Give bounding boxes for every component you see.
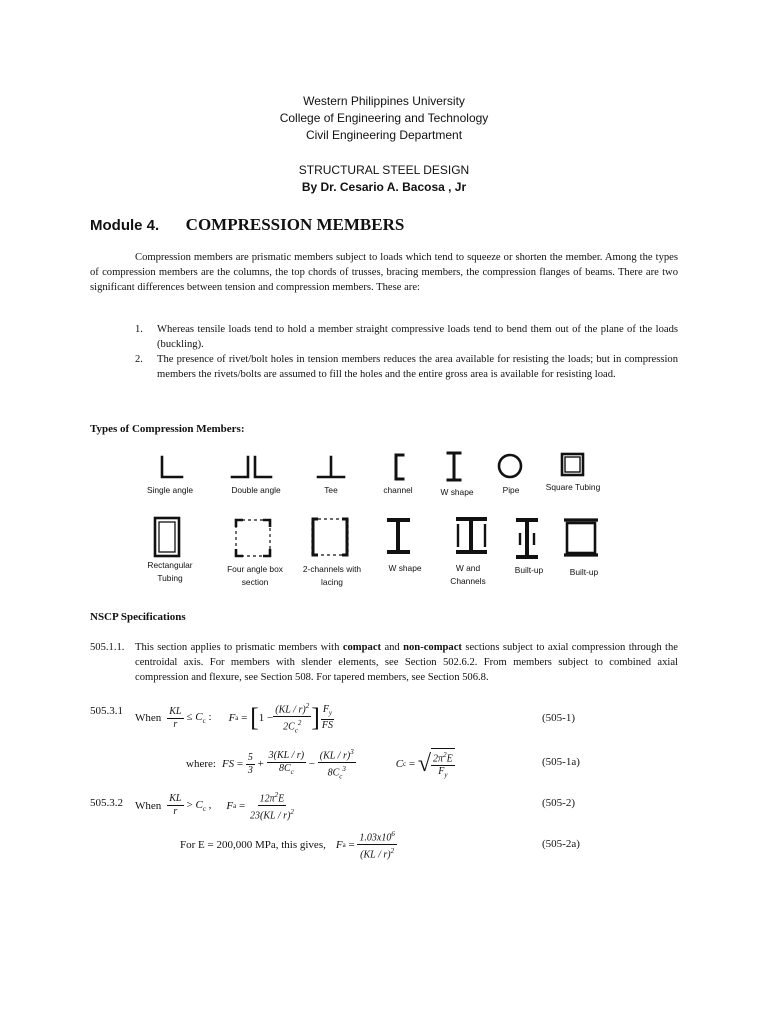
shape-label: W and Channels (450, 563, 486, 586)
list-number: 1. (135, 324, 143, 335)
list-text: Whereas tensile loads tend to hold a member straight compressive loads tend to bend them out of the plane of the loads (buckling). (157, 324, 678, 350)
spec-text (135, 640, 678, 685)
shape-label: Single angle (146, 485, 194, 495)
list-text: The presence of rivet/bolt holes in tension members reduces the area available for resisting the loads; but in compression members the rivets/bolts are assumed to fill the holes and the entire gross area is available for resisting load. (157, 354, 678, 380)
spec-text-part: and (381, 642, 404, 653)
shape-label: Tee (324, 485, 338, 495)
shape-label: channel (383, 485, 413, 495)
two-channels-lacing-shape (312, 519, 348, 555)
equation-tag: (505-1a) (542, 756, 580, 768)
intro-paragraph: Compression members are prismatic members subject to loads which tend to squeeze or shorten the member. Among the types of compression members are the columns, the top chords of trusses, bracing members, the compression flanges of beams. There are two significant differences between tension and compression members. These are: (90, 252, 678, 293)
w-shape-2 (387, 520, 410, 552)
module-heading (90, 215, 404, 235)
pipe-shape (499, 455, 521, 477)
shape-label: W shape (388, 563, 422, 573)
module-title: COMPRESSION MEMBERS (185, 215, 405, 234)
equation-tag: (505-1) (542, 712, 575, 724)
shape-label: Square Tubing (545, 482, 601, 492)
single-angle-shape (162, 457, 182, 477)
differences-list (135, 322, 678, 382)
w-and-channels-shape (456, 519, 487, 552)
w-shape (448, 453, 460, 480)
spec-text-part: This section applies to prismatic members with (135, 642, 343, 653)
channel-shape (396, 455, 403, 479)
shape-label: 2-channels with lacing (302, 564, 362, 587)
author-line: By Dr. Cesario A. Bacosa , Jr (301, 180, 467, 194)
double-angle-shape-right (255, 457, 271, 477)
equation-505-1a: where: FS = $\frac{5}{3}$ + $\frac{3(KL / r)}{8C_c}$ − $\frac{(KL / r)^3}{8C_c^3}$ C c = √ $\frac{2\pi^2E}{F_y}$ (186, 748, 453, 781)
spec-bold-noncompact: non-compact (403, 642, 462, 653)
module-number: Module 4. (90, 217, 160, 234)
shape-label: W shape (440, 487, 474, 497)
where-label: where: (186, 758, 216, 771)
double-angle-shape-left (232, 457, 248, 477)
types-heading: Types of Compression Members: (90, 423, 245, 435)
tee-shape (318, 457, 344, 477)
equation-tag: (505-2) (542, 797, 575, 809)
when-label: When (135, 799, 162, 812)
spec-505-1-1 (90, 640, 678, 685)
spec-bold-compact: compact (342, 642, 382, 653)
list-number: 2. (135, 354, 143, 365)
spec-number: 505.1.1. (90, 642, 125, 653)
list-item (135, 352, 678, 382)
four-angle-box-shape (236, 520, 270, 556)
spec-505-3-1-number: 505.3.1 (90, 705, 123, 717)
spec-505-3-2-number: 505.3.2 (90, 797, 123, 809)
equation-tag: (505-2a) (542, 838, 580, 850)
equation-505-1: When $\frac{KL}{r}$ ≤ $C_c$ : F a = [ 1 − $\frac{(KL / r)^2}{2C_c^2}$ ] $\frac{F_y}{FS}$ (135, 702, 333, 735)
when-label: When (135, 712, 162, 725)
equation-505-2: When $\frac{KL}{r}$ > $C_c$ , F a = $\frac{12\pi^2E}{23(KL / r)^2}$ (135, 791, 294, 822)
shape-label: Four angle box section (227, 564, 283, 587)
equation-intro-text: For E = 200,000 MPa, this gives, (180, 838, 326, 851)
equation-505-2a: For E = 200,000 MPa, this gives, F a = $\frac{1.03x10^6}{(KL / r)^2}$ (180, 830, 395, 861)
shape-label: Rectangular Tubing (147, 560, 193, 583)
nscp-heading: NSCP Specifications (90, 611, 186, 623)
college-name: College of Engineering and Technology (279, 111, 489, 125)
list-item (135, 322, 678, 352)
university-name: Western Philippines University (303, 94, 465, 108)
built-up-shape-2 (567, 523, 595, 553)
spec-text-part: sections subject to axial compression through the centroidal axis. For members with slender elements, see Section 502.6.2. From members subject to combined axial compression and flexure, see Section 508. For tapered members, see Section 506.8. (135, 642, 679, 683)
department-name: Civil Engineering Department (305, 128, 463, 142)
course-title: STRUCTURAL STEEL DESIGN (298, 163, 470, 177)
shape-label: Built-up (514, 565, 544, 575)
shape-label: Built-up (569, 567, 599, 577)
shape-label: Pipe (502, 485, 520, 495)
shape-label: Double angle (231, 485, 281, 495)
